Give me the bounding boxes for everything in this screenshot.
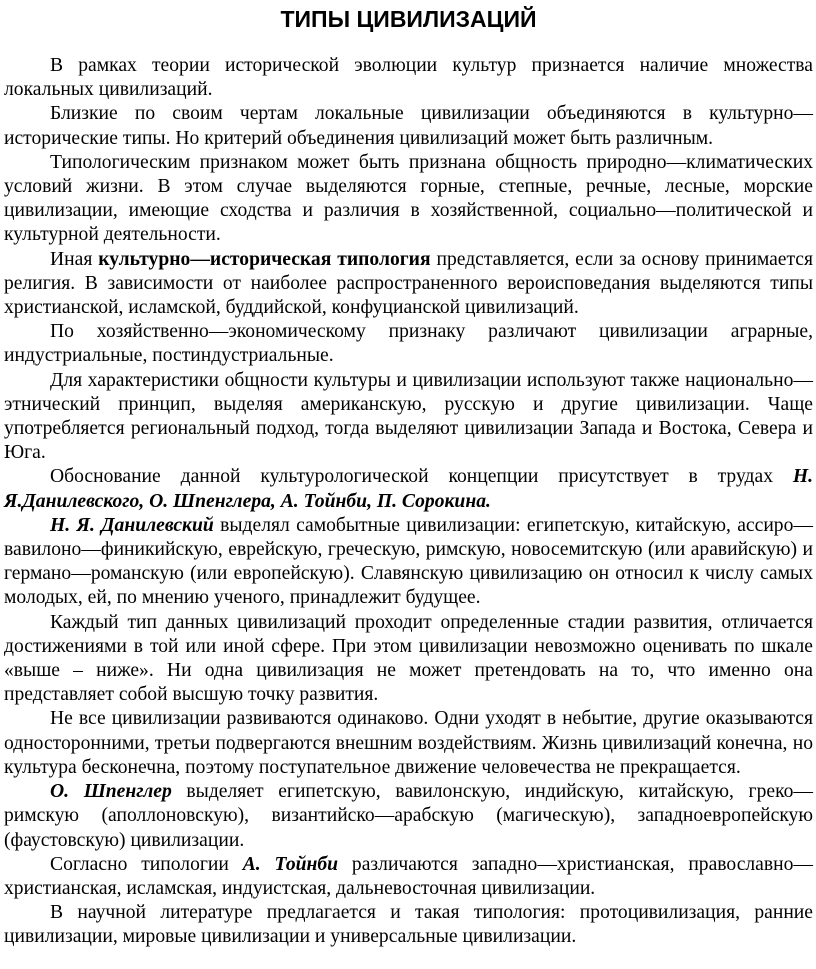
paragraph-13: В научной литературе предлагается и такая типология: протоцивилизация, ранние цивилизации, мировые цивилизации и универсальные цивилизации.	[4, 902, 813, 948]
paragraph-4-text-a: Иная	[50, 248, 99, 270]
paragraph-12-text-b: различаются западно—христианская, православно—христианская, исламская, индуистская, дальневосточная цивилизации.	[4, 853, 813, 899]
paragraph-4-text-b: представляется, если за основу принимается религия. В зависимости от наиболее распространенного вероисповедания выделяются типы христианской, исламской, буддийской, конфуцианской цивилизаций.	[4, 248, 813, 319]
paragraph-12	[4, 853, 813, 901]
paragraph-6: Для характеристики общности культуры и цивилизации используют также национально—этнический принцип, выделяя американскую, русскую и другие цивилизации. Чаще употребляется региональный подход, тогда выделяют цивилизации Запада и Востока, Севера и Юга.	[4, 369, 813, 464]
author-danilevsky: Н. Я. Данилевский	[50, 514, 214, 536]
paragraph-11-text: выделяет египетскую, вавилонскую, индийскую, китайскую, греко—римскую (аполлоновскую), византийско—арабскую (магическую), западноевропейскую (фаустовскую) цивилизации.	[4, 781, 813, 851]
paragraph-11	[4, 780, 813, 853]
paragraph-3: Типологическим признаком может быть признана общность природно—климатических условий жизни. В этом случае выделяются горные, степные, речные, лесные, морские цивилизации, имеющие сходства и различия в хозяйственной, социально—политической и культурной деятельности.	[4, 151, 813, 246]
paragraph-4	[4, 248, 813, 321]
authors-list: Н. Я.Данилевского, О. Шпенглера, А. Тойнби, П. Сорокина.	[4, 466, 813, 512]
paragraph-2: Близкие по своим чертам локальные цивилизации объединяются в культурно—исторические типы. Но критерий объединения цивилизаций может быть различным.	[4, 103, 813, 149]
paragraph-12-text-a: Согласно типологии	[50, 853, 243, 875]
paragraph-5: По хозяйственно—экономическому признаку различают цивилизации аграрные, индустриальные, постиндустриальные.	[4, 321, 813, 367]
page-title: ТИПЫ ЦИВИЛИЗАЦИЙ	[280, 6, 537, 32]
paragraph-10: Не все цивилизации развиваются одинаково. Одни уходят в небытие, другие оказываются односторонними, третьи подвергаются внешним воздействиям. Жизнь цивилизаций конечна, но культура бесконечна, поэтому поступательное движение человечества не прекращается.	[4, 708, 813, 778]
paragraph-7	[4, 465, 813, 513]
author-spengler: О. Шпенглер	[50, 781, 172, 803]
paragraph-8-text: выделял самобытные цивилизации: египетскую, китайскую, ассиро—вавилоно—финикийскую, еврейскую, греческую, римскую, новосемитскую (или аравийскую) и германо—романскую (или европейскую). Славянскую цивилизацию он относил к числу самых молодых, ей, по мнению ученого, принадлежит будущее.	[4, 514, 813, 609]
paragraph-1: В рамках теории исторической эволюции культур признается наличие множества локальных цивилизаций.	[4, 55, 813, 101]
author-toynbee: А. Тойнби	[242, 853, 339, 875]
cultural-historical-typology-term: культурно—историческая типология	[98, 248, 431, 270]
paragraph-8	[4, 514, 813, 611]
paragraph-7-text-a: Обоснование данной культурологической концепции присутствует в трудах	[50, 466, 793, 488]
paragraph-9: Каждый тип данных цивилизаций проходит определенные стадии развития, отличается достижениями в той или иной сфере. При этом цивилизации невозможно оценивать по шкале «выше – ниже». Ни одна цивилизация не может претендовать на то, что именно она представляет собой высшую точку развития.	[4, 611, 813, 706]
